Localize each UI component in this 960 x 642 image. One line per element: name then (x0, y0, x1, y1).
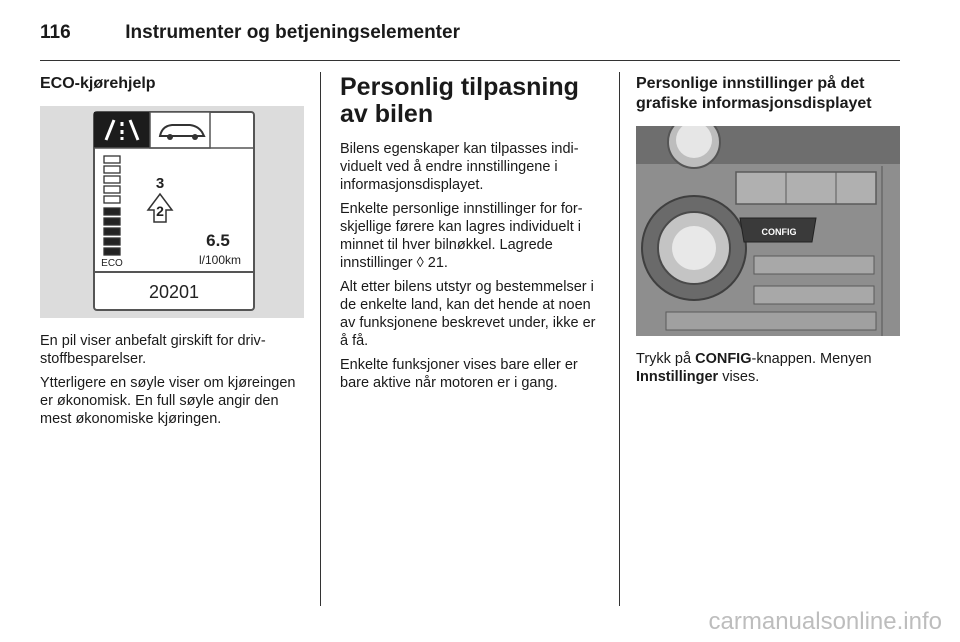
config-panel-illustration (636, 126, 900, 336)
config-ref: CONFIG (695, 351, 752, 367)
header-rule (40, 60, 900, 61)
page-number: 116 (40, 22, 71, 43)
watermark: carmanualsonline.info (708, 608, 942, 635)
eco-display-illustration (40, 106, 304, 318)
config-panel-figure (636, 126, 900, 336)
personalization-paragraph-4: Enkelte funksjoner vises bare eller er bare aktive når motoren er i gang. (340, 357, 578, 391)
eco-paragraph-2: Ytterligere en søyle viser om kjøreingen er økonomisk. En full søyle angir den mest økonomiske kjøringen. (40, 375, 296, 427)
column-settings (636, 74, 902, 392)
gear-current: 3 (155, 175, 165, 192)
personalization-paragraph-2: Enkelte personlige innstillinger for forskjellige førere kan lagres individuelt i minnet til hver bilnøkkel. Lagrede innstillinger ◊ 21. (340, 201, 583, 271)
column-personalization (340, 74, 604, 398)
personalization-heading: Personlig tilpasning av bilen (340, 73, 579, 128)
eco-heading: ECO-kjørehjelp (40, 75, 156, 92)
personalization-paragraph-1: Bilens egenskaper kan tilpasses individuelt ved å endre innstillingene i informasjonsdisplayet. (340, 141, 579, 193)
consumption-value: 6.5 (206, 231, 230, 250)
column-eco (40, 74, 304, 434)
personalization-paragraph-3: Alt etter bilens utstyr og bestemmelser i de enkelte land, kan det hende at noen av funksjonene beskrevet under, ikke er å få. (340, 279, 596, 349)
page-header (40, 22, 460, 44)
column-divider (320, 72, 321, 606)
settings-menu-ref: Innstillinger (636, 369, 719, 385)
config-button-label: CONFIG (761, 227, 797, 237)
eco-display-figure (40, 106, 304, 318)
section-title: Instrumenter og betjeningselementer (125, 22, 460, 43)
eco-label: ECO (101, 258, 123, 269)
consumption-unit: l/100km (198, 253, 242, 267)
eco-paragraph-1: En pil viser anbefalt girskift for drivstoffbesparelser. (40, 333, 266, 367)
column-divider (619, 72, 620, 606)
gear-recommended: 2 (156, 203, 164, 219)
figure-id: 20201 (148, 282, 200, 302)
settings-paragraph: Trykk på CONFIG-knappen. Menyen Innstillinger vises. (636, 351, 872, 385)
settings-heading: Personlige innstillinger på det grafiske informasjonsdisplayet (636, 75, 872, 112)
